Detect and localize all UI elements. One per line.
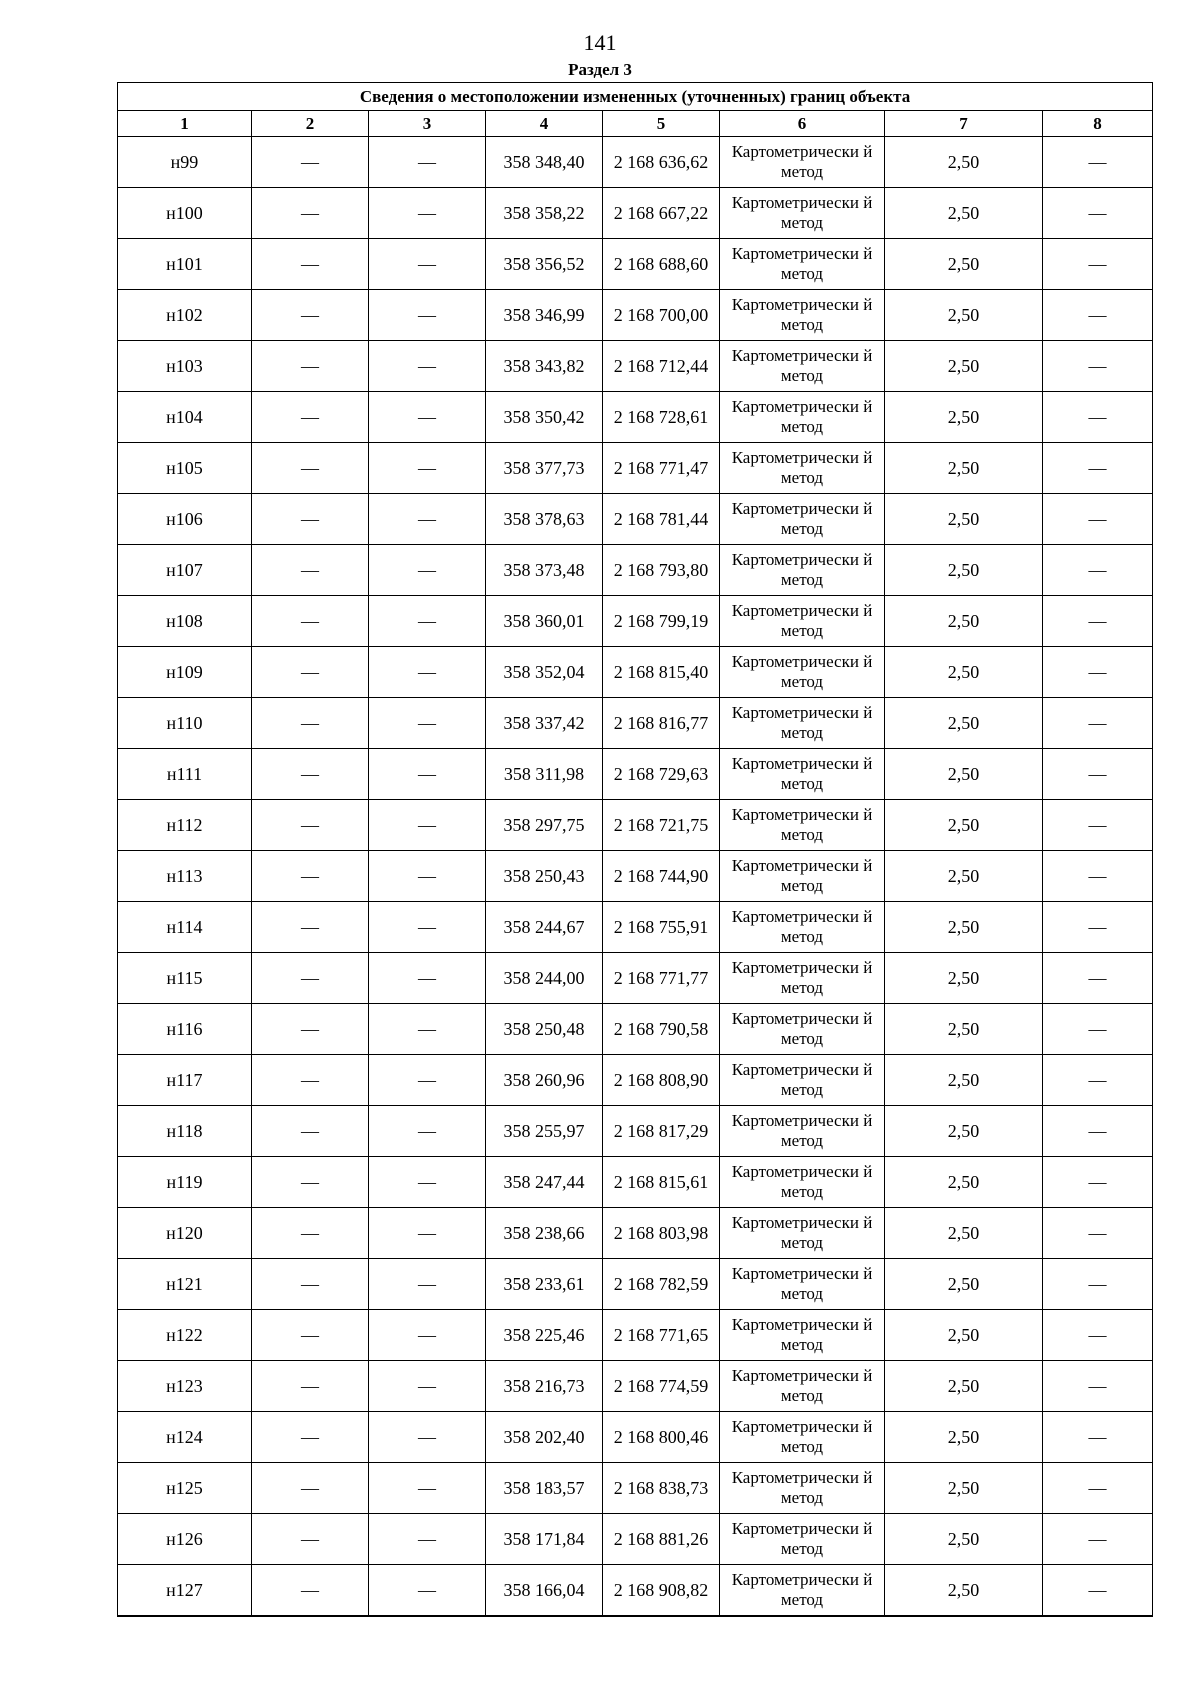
accuracy-cell: 2,50 (885, 1310, 1043, 1361)
accuracy-cell: 2,50 (885, 188, 1043, 239)
col-2-value-cell: — (252, 749, 369, 800)
x-coordinate-cell: 358 166,04 (486, 1565, 603, 1617)
method-cell: Картометрически й метод (720, 902, 885, 953)
point-name-cell: н113 (118, 851, 252, 902)
point-name-cell: н105 (118, 443, 252, 494)
col-3-value-cell: — (369, 1004, 486, 1055)
table-row (118, 698, 1153, 749)
col-2-value-cell: — (252, 1361, 369, 1412)
accuracy-cell: 2,50 (885, 953, 1043, 1004)
point-name-cell: н110 (118, 698, 252, 749)
accuracy-cell: 2,50 (885, 647, 1043, 698)
table-row (118, 596, 1153, 647)
method-cell: Картометрически й метод (720, 239, 885, 290)
col-8-value-cell: — (1043, 443, 1153, 494)
col-8-value-cell: — (1043, 1565, 1153, 1617)
x-coordinate-cell: 358 171,84 (486, 1514, 603, 1565)
col-8-value-cell: — (1043, 494, 1153, 545)
accuracy-cell: 2,50 (885, 1106, 1043, 1157)
y-coordinate-cell: 2 168 712,44 (603, 341, 720, 392)
x-coordinate-cell: 358 337,42 (486, 698, 603, 749)
col-8-value-cell: — (1043, 545, 1153, 596)
y-coordinate-cell: 2 168 790,58 (603, 1004, 720, 1055)
table-row (118, 443, 1153, 494)
method-cell: Картометрически й метод (720, 1361, 885, 1412)
accuracy-cell: 2,50 (885, 137, 1043, 188)
col-3-value-cell: — (369, 1361, 486, 1412)
x-coordinate-cell: 358 373,48 (486, 545, 603, 596)
table-row (118, 290, 1153, 341)
col-8-value-cell: — (1043, 1259, 1153, 1310)
accuracy-cell: 2,50 (885, 1565, 1043, 1617)
table-row (118, 341, 1153, 392)
accuracy-cell: 2,50 (885, 749, 1043, 800)
point-name-cell: н99 (118, 137, 252, 188)
method-cell: Картометрически й метод (720, 698, 885, 749)
table-body (118, 137, 1153, 1617)
point-name-cell: н109 (118, 647, 252, 698)
table-row (118, 1310, 1153, 1361)
col-8-value-cell: — (1043, 239, 1153, 290)
col-8-value-cell: — (1043, 749, 1153, 800)
accuracy-cell: 2,50 (885, 596, 1043, 647)
y-coordinate-cell: 2 168 816,77 (603, 698, 720, 749)
col-8-value-cell: — (1043, 1004, 1153, 1055)
accuracy-cell: 2,50 (885, 443, 1043, 494)
col-2-value-cell: — (252, 902, 369, 953)
col-8-value-cell: — (1043, 137, 1153, 188)
accuracy-cell: 2,50 (885, 1004, 1043, 1055)
method-cell: Картометрически й метод (720, 800, 885, 851)
x-coordinate-cell: 358 350,42 (486, 392, 603, 443)
col-3-value-cell: — (369, 1412, 486, 1463)
col-8-value-cell: — (1043, 953, 1153, 1004)
table-row (118, 800, 1153, 851)
accuracy-cell: 2,50 (885, 290, 1043, 341)
col-8-value-cell: — (1043, 1055, 1153, 1106)
col-3-value-cell: — (369, 1514, 486, 1565)
accuracy-cell: 2,50 (885, 902, 1043, 953)
x-coordinate-cell: 358 216,73 (486, 1361, 603, 1412)
col-8-value-cell: — (1043, 1361, 1153, 1412)
col-8-value-cell: — (1043, 1208, 1153, 1259)
point-name-cell: н116 (118, 1004, 252, 1055)
column-header-7: 7 (885, 111, 1043, 137)
col-8-value-cell: — (1043, 188, 1153, 239)
section-title: Раздел 3 (568, 60, 632, 79)
y-coordinate-cell: 2 168 688,60 (603, 239, 720, 290)
y-coordinate-cell: 2 168 700,00 (603, 290, 720, 341)
point-name-cell: н100 (118, 188, 252, 239)
col-8-value-cell: — (1043, 902, 1153, 953)
accuracy-cell: 2,50 (885, 1361, 1043, 1412)
col-3-value-cell: — (369, 443, 486, 494)
col-2-value-cell: — (252, 1208, 369, 1259)
table-row (118, 647, 1153, 698)
table-row (118, 1055, 1153, 1106)
method-cell: Картометрически й метод (720, 341, 885, 392)
y-coordinate-cell: 2 168 729,63 (603, 749, 720, 800)
col-2-value-cell: — (252, 392, 369, 443)
col-3-value-cell: — (369, 290, 486, 341)
column-header-5: 5 (603, 111, 720, 137)
col-3-value-cell: — (369, 1565, 486, 1617)
col-2-value-cell: — (252, 1310, 369, 1361)
x-coordinate-cell: 358 233,61 (486, 1259, 603, 1310)
point-name-cell: н107 (118, 545, 252, 596)
column-header-3: 3 (369, 111, 486, 137)
x-coordinate-cell: 358 244,67 (486, 902, 603, 953)
y-coordinate-cell: 2 168 908,82 (603, 1565, 720, 1617)
accuracy-cell: 2,50 (885, 1208, 1043, 1259)
y-coordinate-cell: 2 168 781,44 (603, 494, 720, 545)
point-name-cell: н122 (118, 1310, 252, 1361)
point-name-cell: н121 (118, 1259, 252, 1310)
col-3-value-cell: — (369, 239, 486, 290)
y-coordinate-cell: 2 168 803,98 (603, 1208, 720, 1259)
y-coordinate-cell: 2 168 800,46 (603, 1412, 720, 1463)
point-name-cell: н112 (118, 800, 252, 851)
table-row (118, 1463, 1153, 1514)
accuracy-cell: 2,50 (885, 1514, 1043, 1565)
col-2-value-cell: — (252, 1463, 369, 1514)
x-coordinate-cell: 358 238,66 (486, 1208, 603, 1259)
col-2-value-cell: — (252, 494, 369, 545)
method-cell: Картометрически й метод (720, 443, 885, 494)
col-2-value-cell: — (252, 341, 369, 392)
point-name-cell: н118 (118, 1106, 252, 1157)
y-coordinate-cell: 2 168 774,59 (603, 1361, 720, 1412)
table-row (118, 1361, 1153, 1412)
col-8-value-cell: — (1043, 800, 1153, 851)
col-8-value-cell: — (1043, 851, 1153, 902)
accuracy-cell: 2,50 (885, 698, 1043, 749)
y-coordinate-cell: 2 168 815,40 (603, 647, 720, 698)
x-coordinate-cell: 358 352,04 (486, 647, 603, 698)
col-8-value-cell: — (1043, 1514, 1153, 1565)
y-coordinate-cell: 2 168 815,61 (603, 1157, 720, 1208)
col-3-value-cell: — (369, 1055, 486, 1106)
accuracy-cell: 2,50 (885, 545, 1043, 596)
method-cell: Картометрически й метод (720, 1463, 885, 1514)
column-header-8: 8 (1043, 111, 1153, 137)
method-cell: Картометрически й метод (720, 1106, 885, 1157)
col-8-value-cell: — (1043, 596, 1153, 647)
point-name-cell: н102 (118, 290, 252, 341)
accuracy-cell: 2,50 (885, 1157, 1043, 1208)
x-coordinate-cell: 358 255,97 (486, 1106, 603, 1157)
col-8-value-cell: — (1043, 1157, 1153, 1208)
col-2-value-cell: — (252, 188, 369, 239)
col-3-value-cell: — (369, 1259, 486, 1310)
col-2-value-cell: — (252, 1514, 369, 1565)
col-2-value-cell: — (252, 1259, 369, 1310)
y-coordinate-cell: 2 168 771,65 (603, 1310, 720, 1361)
col-3-value-cell: — (369, 1463, 486, 1514)
method-cell: Картометрически й метод (720, 749, 885, 800)
y-coordinate-cell: 2 168 817,29 (603, 1106, 720, 1157)
point-name-cell: н108 (118, 596, 252, 647)
method-cell: Картометрически й метод (720, 1310, 885, 1361)
x-coordinate-cell: 358 377,73 (486, 443, 603, 494)
col-3-value-cell: — (369, 1310, 486, 1361)
table-row (118, 545, 1153, 596)
y-coordinate-cell: 2 168 744,90 (603, 851, 720, 902)
col-2-value-cell: — (252, 290, 369, 341)
table-row (118, 1106, 1153, 1157)
x-coordinate-cell: 358 346,99 (486, 290, 603, 341)
point-name-cell: н111 (118, 749, 252, 800)
col-3-value-cell: — (369, 1157, 486, 1208)
accuracy-cell: 2,50 (885, 239, 1043, 290)
col-8-value-cell: — (1043, 698, 1153, 749)
table-row (118, 1259, 1153, 1310)
x-coordinate-cell: 358 225,46 (486, 1310, 603, 1361)
point-name-cell: н119 (118, 1157, 252, 1208)
x-coordinate-cell: 358 250,43 (486, 851, 603, 902)
col-3-value-cell: — (369, 953, 486, 1004)
point-name-cell: н127 (118, 1565, 252, 1617)
point-name-cell: н126 (118, 1514, 252, 1565)
table-row (118, 1565, 1153, 1617)
y-coordinate-cell: 2 168 808,90 (603, 1055, 720, 1106)
table-row (118, 137, 1153, 188)
method-cell: Картометрически й метод (720, 1208, 885, 1259)
col-3-value-cell: — (369, 902, 486, 953)
method-cell: Картометрически й метод (720, 1157, 885, 1208)
col-2-value-cell: — (252, 800, 369, 851)
method-cell: Картометрически й метод (720, 596, 885, 647)
table-row (118, 392, 1153, 443)
y-coordinate-cell: 2 168 793,80 (603, 545, 720, 596)
point-name-cell: н114 (118, 902, 252, 953)
col-2-value-cell: — (252, 443, 369, 494)
table-row (118, 953, 1153, 1004)
table-row (118, 239, 1153, 290)
x-coordinate-cell: 358 202,40 (486, 1412, 603, 1463)
x-coordinate-cell: 358 297,75 (486, 800, 603, 851)
y-coordinate-cell: 2 168 838,73 (603, 1463, 720, 1514)
x-coordinate-cell: 358 183,57 (486, 1463, 603, 1514)
x-coordinate-cell: 358 378,63 (486, 494, 603, 545)
accuracy-cell: 2,50 (885, 1412, 1043, 1463)
x-coordinate-cell: 358 358,22 (486, 188, 603, 239)
method-cell: Картометрически й метод (720, 647, 885, 698)
point-name-cell: н106 (118, 494, 252, 545)
accuracy-cell: 2,50 (885, 1055, 1043, 1106)
col-8-value-cell: — (1043, 1310, 1153, 1361)
y-coordinate-cell: 2 168 755,91 (603, 902, 720, 953)
col-3-value-cell: — (369, 392, 486, 443)
col-3-value-cell: — (369, 851, 486, 902)
table-row (118, 1514, 1153, 1565)
y-coordinate-cell: 2 168 667,22 (603, 188, 720, 239)
point-name-cell: н115 (118, 953, 252, 1004)
col-2-value-cell: — (252, 647, 369, 698)
col-2-value-cell: — (252, 137, 369, 188)
col-2-value-cell: — (252, 1565, 369, 1617)
point-name-cell: н101 (118, 239, 252, 290)
col-2-value-cell: — (252, 1157, 369, 1208)
table-row (118, 749, 1153, 800)
table-caption-row (118, 83, 1153, 111)
col-8-value-cell: — (1043, 1412, 1153, 1463)
method-cell: Картометрически й метод (720, 188, 885, 239)
col-3-value-cell: — (369, 341, 486, 392)
method-cell: Картометрически й метод (720, 545, 885, 596)
accuracy-cell: 2,50 (885, 800, 1043, 851)
col-8-value-cell: — (1043, 1463, 1153, 1514)
page-number: 141 (583, 30, 617, 55)
column-header-4: 4 (486, 111, 603, 137)
col-2-value-cell: — (252, 1412, 369, 1463)
x-coordinate-cell: 358 260,96 (486, 1055, 603, 1106)
col-8-value-cell: — (1043, 392, 1153, 443)
x-coordinate-cell: 358 244,00 (486, 953, 603, 1004)
col-2-value-cell: — (252, 596, 369, 647)
table-row (118, 1412, 1153, 1463)
table-row (118, 1157, 1153, 1208)
method-cell: Картометрически й метод (720, 1514, 885, 1565)
table-row (118, 494, 1153, 545)
x-coordinate-cell: 358 250,48 (486, 1004, 603, 1055)
y-coordinate-cell: 2 168 881,26 (603, 1514, 720, 1565)
accuracy-cell: 2,50 (885, 851, 1043, 902)
col-3-value-cell: — (369, 698, 486, 749)
column-header-2: 2 (252, 111, 369, 137)
col-2-value-cell: — (252, 1106, 369, 1157)
col-2-value-cell: — (252, 953, 369, 1004)
point-name-cell: н123 (118, 1361, 252, 1412)
boundary-coordinates-table (117, 82, 1153, 1617)
method-cell: Картометрически й метод (720, 392, 885, 443)
col-2-value-cell: — (252, 1055, 369, 1106)
col-3-value-cell: — (369, 647, 486, 698)
col-3-value-cell: — (369, 1208, 486, 1259)
y-coordinate-cell: 2 168 721,75 (603, 800, 720, 851)
x-coordinate-cell: 358 311,98 (486, 749, 603, 800)
y-coordinate-cell: 2 168 799,19 (603, 596, 720, 647)
point-name-cell: н104 (118, 392, 252, 443)
method-cell: Картометрически й метод (720, 851, 885, 902)
table-row (118, 851, 1153, 902)
table-row (118, 902, 1153, 953)
x-coordinate-cell: 358 348,40 (486, 137, 603, 188)
col-2-value-cell: — (252, 545, 369, 596)
table-caption: Сведения о местоположении измененных (уточненных) границ объекта (118, 83, 1153, 111)
col-3-value-cell: — (369, 494, 486, 545)
y-coordinate-cell: 2 168 636,62 (603, 137, 720, 188)
y-coordinate-cell: 2 168 782,59 (603, 1259, 720, 1310)
col-8-value-cell: — (1043, 647, 1153, 698)
table-row (118, 1208, 1153, 1259)
col-8-value-cell: — (1043, 341, 1153, 392)
method-cell: Картометрически й метод (720, 290, 885, 341)
col-3-value-cell: — (369, 188, 486, 239)
table-row (118, 188, 1153, 239)
col-2-value-cell: — (252, 698, 369, 749)
col-3-value-cell: — (369, 545, 486, 596)
accuracy-cell: 2,50 (885, 1463, 1043, 1514)
table-row (118, 1004, 1153, 1055)
method-cell: Картометрически й метод (720, 137, 885, 188)
column-header-1: 1 (118, 111, 252, 137)
point-name-cell: н117 (118, 1055, 252, 1106)
point-name-cell: н125 (118, 1463, 252, 1514)
x-coordinate-cell: 358 343,82 (486, 341, 603, 392)
y-coordinate-cell: 2 168 771,47 (603, 443, 720, 494)
col-3-value-cell: — (369, 800, 486, 851)
y-coordinate-cell: 2 168 728,61 (603, 392, 720, 443)
col-8-value-cell: — (1043, 290, 1153, 341)
point-name-cell: н124 (118, 1412, 252, 1463)
accuracy-cell: 2,50 (885, 1259, 1043, 1310)
col-3-value-cell: — (369, 749, 486, 800)
method-cell: Картометрически й метод (720, 1259, 885, 1310)
column-header-6: 6 (720, 111, 885, 137)
point-name-cell: н120 (118, 1208, 252, 1259)
col-2-value-cell: — (252, 239, 369, 290)
accuracy-cell: 2,50 (885, 392, 1043, 443)
method-cell: Картометрически й метод (720, 1004, 885, 1055)
accuracy-cell: 2,50 (885, 341, 1043, 392)
y-coordinate-cell: 2 168 771,77 (603, 953, 720, 1004)
method-cell: Картометрически й метод (720, 1055, 885, 1106)
method-cell: Картометрически й метод (720, 1412, 885, 1463)
col-3-value-cell: — (369, 596, 486, 647)
method-cell: Картометрически й метод (720, 1565, 885, 1617)
col-3-value-cell: — (369, 137, 486, 188)
col-2-value-cell: — (252, 851, 369, 902)
point-name-cell: н103 (118, 341, 252, 392)
method-cell: Картометрически й метод (720, 953, 885, 1004)
col-2-value-cell: — (252, 1004, 369, 1055)
accuracy-cell: 2,50 (885, 494, 1043, 545)
x-coordinate-cell: 358 356,52 (486, 239, 603, 290)
method-cell: Картометрически й метод (720, 494, 885, 545)
col-8-value-cell: — (1043, 1106, 1153, 1157)
x-coordinate-cell: 358 360,01 (486, 596, 603, 647)
column-number-row (118, 111, 1153, 137)
col-3-value-cell: — (369, 1106, 486, 1157)
x-coordinate-cell: 358 247,44 (486, 1157, 603, 1208)
